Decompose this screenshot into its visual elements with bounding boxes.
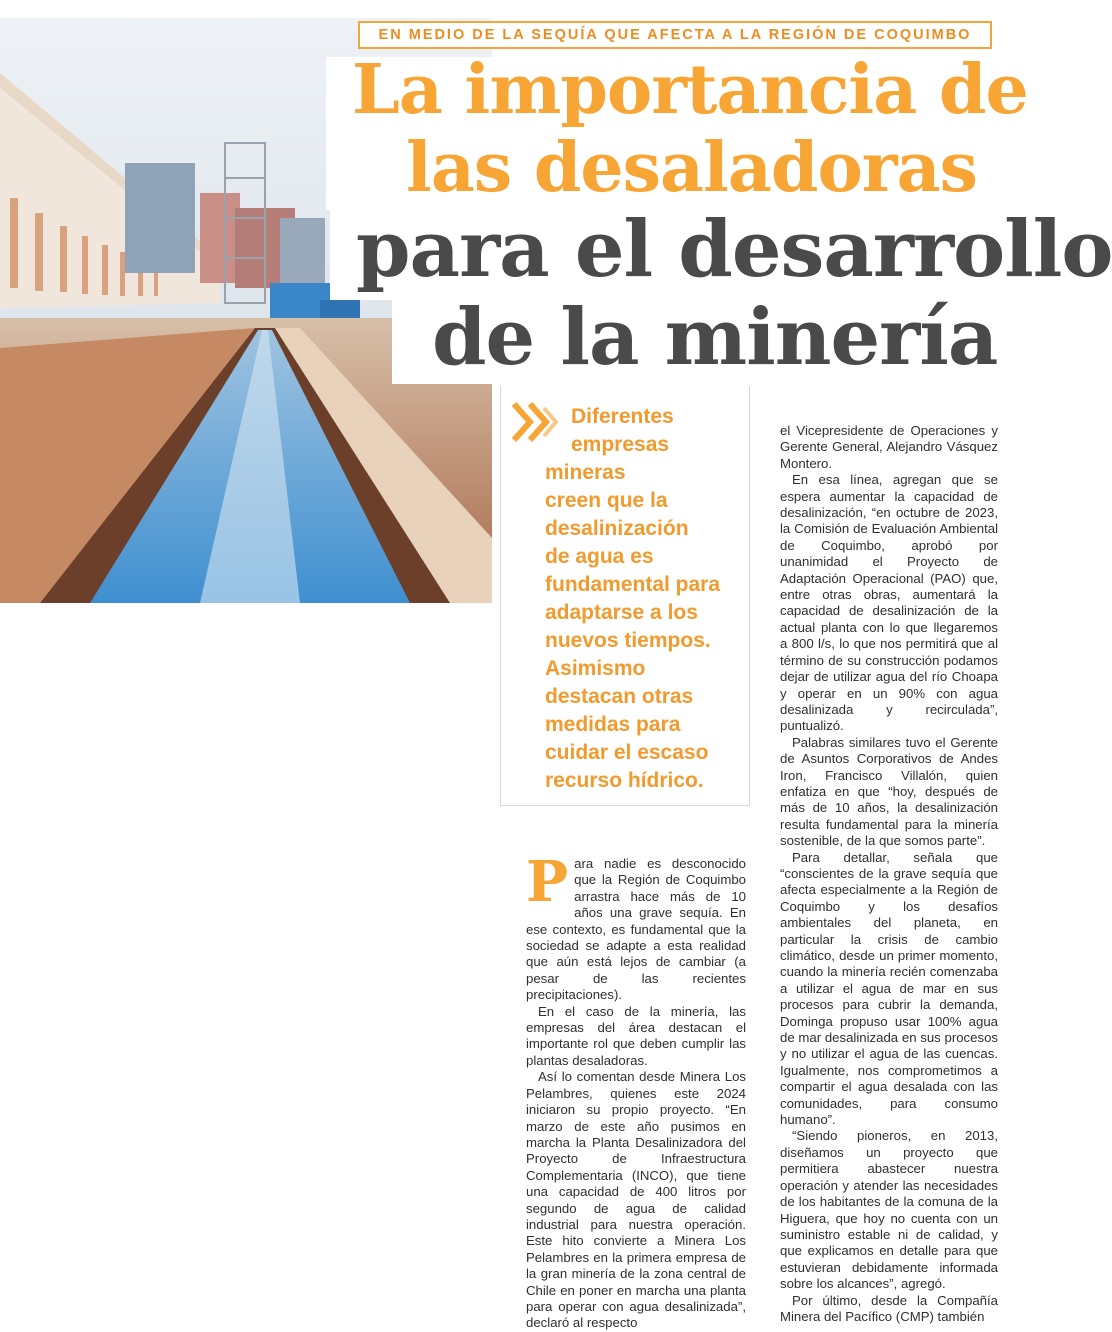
headline-line-3: para el desarrollo [356,204,1112,295]
body-paragraph: En esa línea, agregan que se espera aumentar la capacidad de desalinización, “en octubre de 2023, la Comisión de Evaluación Ambiental de Coquimbo, aprobó por unanimidad el Proyecto de Adaptación Operacional (PAO) que, entre otras obras, aumentará la capacidad de desalinización de la actual planta con lo que llegaremos a 800 l/s, lo que nos permitirá que al término de su construcción podamos dejar de utilizar agua del río Choapa y operar en un 90% con agua desalinizada y recirculada”, puntualizó. [780,472,998,734]
lead-text [545,403,745,795]
lead-line: Asimismo [545,657,646,680]
lead-line: fundamental para [545,573,721,596]
body-column-2 [780,423,998,1325]
lead-line: mineras [545,461,626,484]
body-paragraph: Para detallar, señala que “conscientes de la grave sequía que afecta especialmente a la Región de Coquimbo y los desafíos ambientales del planeta, en particular la crisis de cambio climático, desde un primer momento, cuando la minería recién comenzaba a utilizar el agua de mar en sus procesos para cubrir la demanda, Dominga propuso usar 100% agua de mar desalinizada en sus procesos y no utilizar el agua de las cuencas. Igualmente, nos comprometimos a compartir el agua desalada con las comunidades, para consumo humano”. [780,849,998,1128]
body-paragraph-text: ara nadie es desconocido que la Región de Coquimbo arrastra hace más de 10 años una grave sequía. En ese contexto, es fundamental que la sociedad se adapte a esta realidad que aún está lejos de cambiar (a pesar de las recientes precipitaciones). [526,856,746,1003]
lead-line: Diferentes [571,405,674,428]
lead-line: cuidar el escaso [545,741,709,764]
body-paragraph [526,849,746,1004]
headline-line-1: La importancia de [352,50,1028,130]
body-paragraph: “Siendo pioneros, en 2013, diseñamos un proyecto que permitiera abastecer nuestra operación y atender las necesidades de los habitantes de la comuna de la Higuera, que hoy no cuenta con un suministro estable ni de calidad, y que explicamos en detalle para que estuvieran debidamente informada sobre los alcances”, agregó. [780,1128,998,1292]
drop-cap: P [526,849,569,915]
body-paragraph: Palabras similares tuvo el Gerente de Asuntos Corporativos de Andes Iron, Francisco Villalón, quien enfatiza en que “hoy, después de más de 10 años, la desalinización resulta fundamental para la minería sostenible, de la que somos parte”. [780,734,998,849]
lead-line: empresas [571,433,670,456]
lead-line: de agua es [545,545,654,568]
headline-line-4: de la minería [432,292,998,383]
body-paragraph: Por último, desde la Compañía Minera del Pacífico (CMP) también [780,1292,998,1324]
body-paragraph: En el caso de la minería, las empresas del área destacan el importante rol que deben cumplir las plantas desaladoras. [526,1003,746,1068]
kicker-label: EN MEDIO DE LA SEQUÍA QUE AFECTA A LA REGIÓN DE COQUIMBO [358,21,992,49]
body-paragraph: el Vicepresidente de Operaciones y Gerente General, Alejandro Vásquez Montero. [780,423,998,471]
lead-line: medidas para [545,713,681,736]
lead-line: recurso hídrico. [545,769,704,792]
body-column-1 [526,849,746,1332]
lead-line: desalinización [545,517,689,540]
body-paragraph: Así lo comentan desde Minera Los Pelambres, quienes este 2024 iniciaron su propio proyecto. “En marzo de este año pusimos en marcha la Planta Desalinizadora del Proyecto de Infraestructura Complementaria (INCO), que tiene una capacidad de 400 litros por segundo de agua de calidad industrial para nuestra operación. Este hito convierte a Minera Los Pelambres en la primera empresa de la gran minería de la zona central de Chile en poner en marcha una planta para operar con agua desalinizada”, declaró al respecto [526,1069,746,1331]
lead-line: adaptarse a los [545,601,698,624]
lead-line: nuevos tiempos. [545,629,711,652]
lead-line: destacan otras [545,685,694,708]
headline-line-2: las desaladoras [406,128,977,208]
lead-line: creen que la [545,489,668,512]
